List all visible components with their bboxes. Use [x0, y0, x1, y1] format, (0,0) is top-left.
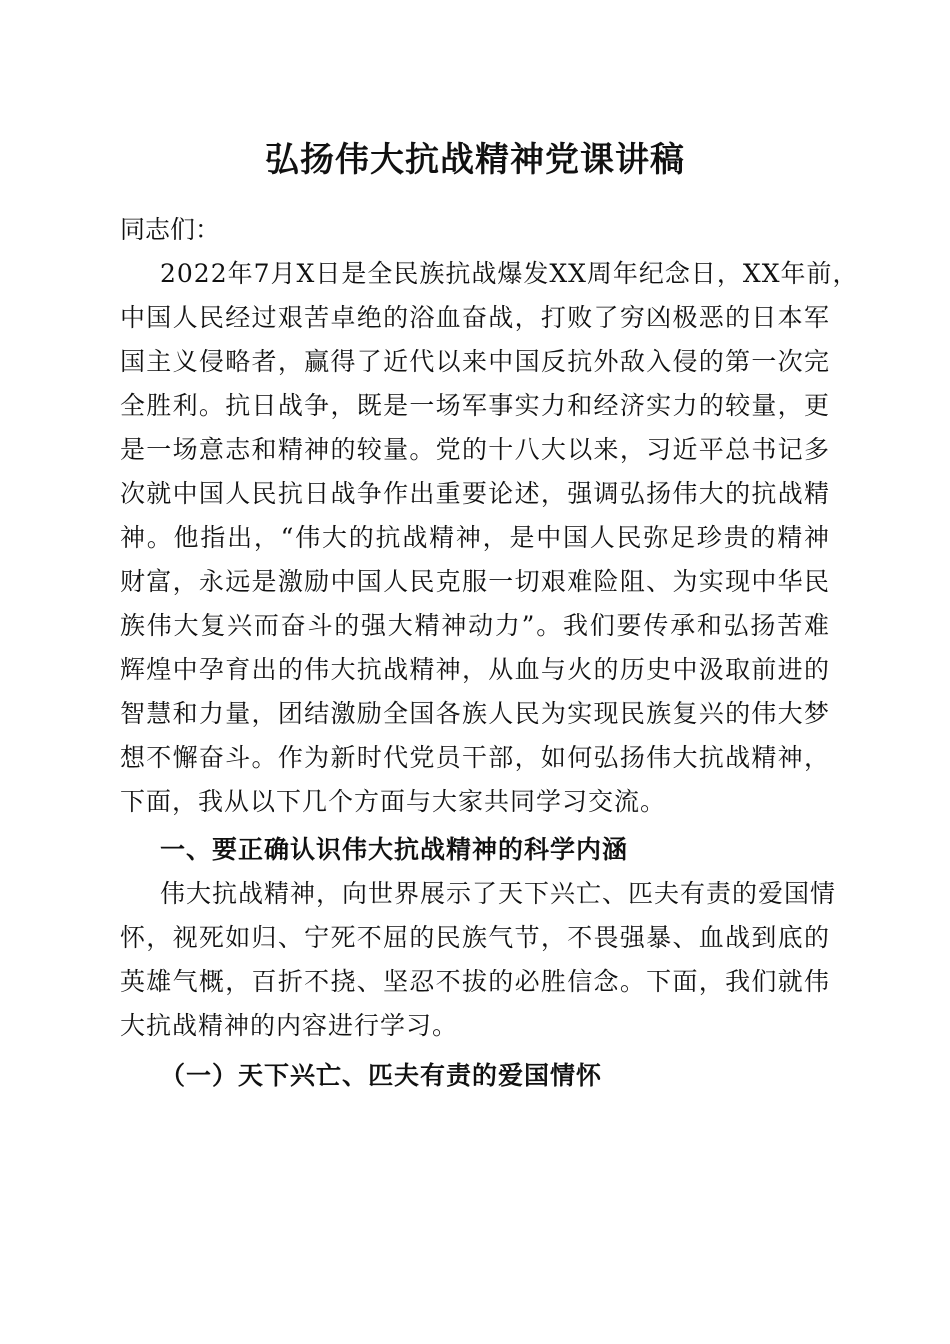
paragraph1-line: 次就中国人民抗日战争作出重要论述，强调弘扬伟大的抗战精: [120, 479, 830, 508]
paragraph1-line: 财富，永远是激励中国人民克服一切艰难险阻、为实现中华民: [120, 567, 830, 596]
paragraph1-line: 中国人民经过艰苦卓绝的浴血奋战，打败了穷凶极恶的日本军: [120, 303, 830, 332]
paragraph2-line: 大抗战精神的内容进行学习。: [120, 1011, 459, 1040]
paragraph2-line: 英雄气概，百折不挠、坚忍不拔的必胜信念。下面，我们就伟: [120, 967, 830, 996]
paragraph1-line: 国主义侵略者，赢得了近代以来中国反抗外敌入侵的第一次完: [120, 347, 830, 376]
salutation: 同志们：: [120, 215, 221, 244]
paragraph1-line: 全胜利。抗日战争，既是一场军事实力和经济实力的较量，更: [120, 391, 830, 420]
paragraph2-line: 伟大抗战精神，向世界展示了天下兴亡、匹夫有责的爱国情: [160, 879, 837, 908]
paragraph1-line: 下面，我从以下几个方面与大家共同学习交流。: [120, 787, 667, 816]
document-title: 弘扬伟大抗战精神党课讲稿: [265, 140, 685, 180]
paragraph1-line: 辉煌中孕育出的伟大抗战精神，从血与火的历史中汲取前进的: [120, 655, 830, 684]
paragraph1-line: 想不懈奋斗。作为新时代党员干部，如何弘扬伟大抗战精神，: [120, 743, 830, 772]
paragraph1-line: 是一场意志和精神的较量。党的十八大以来，习近平总书记多: [120, 435, 830, 464]
subsection-heading: （一）天下兴亡、匹夫有责的爱国情怀: [160, 1061, 603, 1090]
paragraph1-line: 族伟大复兴而奋斗的强大精神动力”。我们要传承和弘扬苦难: [120, 611, 830, 640]
paragraph1-line: 神。他指出，“伟大的抗战精神，是中国人民弥足珍贵的精神: [120, 523, 830, 552]
paragraph1-line: 2022年7月X日是全民族抗战爆发XX周年纪念日，XX年前，: [160, 259, 859, 288]
paragraph2-line: 怀，视死如归、宁死不屈的民族气节，不畏强暴、血战到底的: [120, 923, 830, 952]
paragraph1-line: 智慧和力量，团结激励全国各族人民为实现民族复兴的伟大梦: [120, 699, 830, 728]
section-heading: 一、要正确认识伟大抗战精神的科学内涵: [160, 835, 629, 864]
